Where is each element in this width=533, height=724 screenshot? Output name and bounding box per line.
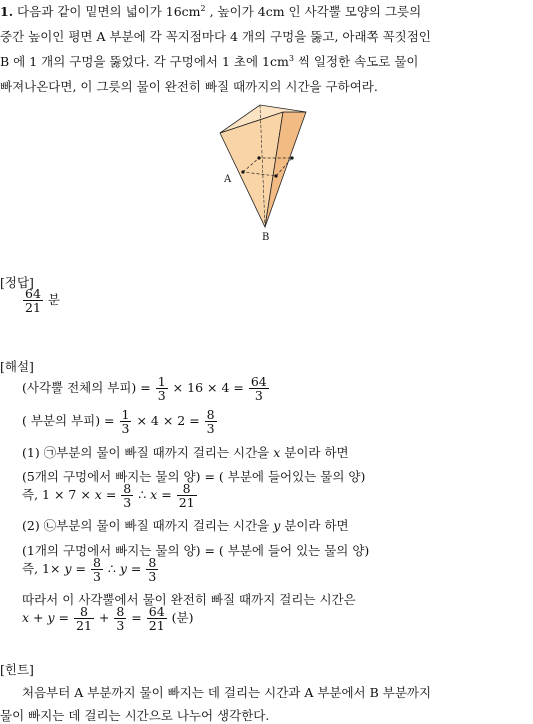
sup-3: 3 [288,53,294,63]
fraction [114,605,126,632]
step-text: 분이라 하면 [284,518,349,533]
problem-line-2: 중간 높이인 평면 A 부분에 각 꼭지점마다 4 개의 구멍을 뚫고, 아래쪽 꼭짓점인 [0,29,431,44]
solution-header: [해설] [0,359,34,374]
pyramid-figure [210,100,320,245]
solution-step-8 [22,556,533,583]
numerator: 8 [206,407,215,422]
numerator: 8 [177,482,197,496]
answer-unit: 분 [47,292,60,308]
hint-line-1: 처음부터 A 부분까지 물이 빠지는 데 걸리는 시간과 A 부분에서 B 부분까지 [22,685,432,700]
therefore-symbol: ∴ [138,487,147,503]
variable: x [273,445,281,460]
numerator: 8 [123,481,132,496]
variable: y [64,561,72,577]
numerator: 8 [74,605,94,619]
therefore-symbol: ∴ [107,561,116,577]
denominator: 21 [178,495,195,511]
fraction [91,556,103,583]
step-text: × 4 × 2 = [136,413,200,429]
hint-line-2: 물이 빠지는 데 걸리는 시간으로 나누어 생각한다. [0,708,270,723]
denominator: 3 [206,421,215,437]
step-text: (분) [171,610,194,626]
numerator: 1 [121,407,130,422]
solution-step-9: 따라서 이 사각뿔에서 물이 완전히 빠질 때까지 걸리는 시간은 [22,592,356,607]
solution-step-2 [22,408,533,435]
denominator: 3 [92,569,101,585]
denominator: 3 [254,388,263,404]
fraction [146,556,158,583]
problem-text-1: 다음과 같이 밑면의 넓이가 16cm [17,4,201,19]
problem-line-4: 빠져나온다면, 이 그릇의 물이 완전히 빠질 때까지의 시간을 구하여라. [0,79,378,94]
fraction [205,408,217,435]
step-text: ( 부분의 부피) = [22,413,115,429]
answer-header: [정답] [0,275,34,290]
sup-2: 2 [200,3,206,13]
numerator: 64 [148,604,165,619]
solution-step-6 [22,516,533,534]
step-text: 분이라 하면 [284,445,349,460]
denominator: 3 [157,388,166,404]
step-text: = [161,487,172,503]
hole-dot [257,156,260,159]
variable: x [150,487,158,503]
denominator: 21 [148,618,165,634]
hint-header: [힌트] [0,662,34,677]
denominator: 3 [123,495,132,511]
fraction [147,605,167,632]
hole-dot [274,174,277,177]
hole-dot [241,170,244,173]
hole-dot [290,156,293,159]
problem-line-3 [0,52,533,70]
problem-line-1 [0,2,533,20]
problem-number: 1. [0,4,14,19]
answer-value [22,287,533,314]
solution-step-4: (5개의 구멍에서 빠지는 물의 양) = ( 부분에 들어있는 물의 양) [22,469,366,484]
step-text: = [130,561,142,577]
solution-step-5 [22,482,533,509]
problem-text-1b: , 높이가 4cm 인 사각뿔 모양의 그릇의 [205,4,422,19]
denominator: 3 [121,421,130,437]
step-text: = [58,610,70,626]
step-text: 즉, 1× [22,561,61,577]
answer-denominator: 21 [25,300,41,316]
numerator: 8 [92,555,101,570]
answer-fraction [23,287,43,314]
fraction [121,482,133,509]
step-text: (1) ㉠부분의 물이 빠질 때까지 걸리는 시간을 [22,445,270,460]
variable: x + y [22,610,55,626]
problem-text-3b: 씩 일정한 속도로 물이 [293,54,419,69]
step-text: (사각뿔 전체의 부피) = [22,380,151,396]
fraction [74,605,94,632]
numerator: 8 [116,604,125,619]
figure-label-b: B [262,232,270,243]
step-text: + [98,610,110,626]
step-text: (2) ㉡부분의 물이 빠질 때까지 걸리는 시간을 [22,518,270,533]
fraction [177,482,197,509]
fraction [120,408,132,435]
fraction [249,375,269,402]
numerator: 8 [148,555,157,570]
step-text: = [131,610,142,626]
solution-step-1 [22,375,533,402]
denominator: 21 [76,618,92,634]
variable: y [119,561,127,577]
figure-label-a: A [224,174,232,185]
step-text: × 16 × 4 = [172,380,244,396]
variable: y [273,518,281,533]
solution-step-7: (1개의 구멍에서 빠지는 물의 양) = ( 부분에 들어 있는 물의 양) [22,543,370,558]
step-text: 즉, 1 × 7 × [22,487,91,503]
answer-numerator: 64 [25,286,41,301]
step-text: = [75,561,86,577]
denominator: 3 [148,569,157,585]
solution-step-3 [22,443,533,461]
numerator: 64 [250,374,267,389]
problem-text-3a: B 에 1 개의 구멍을 뚫었다. 각 구멍에서 1 초에 1cm [0,54,289,69]
solution-step-10 [22,605,533,632]
denominator: 3 [116,618,125,634]
numerator: 1 [157,374,166,389]
step-text: = [105,487,117,503]
variable: x [94,487,102,503]
fraction [156,375,168,402]
